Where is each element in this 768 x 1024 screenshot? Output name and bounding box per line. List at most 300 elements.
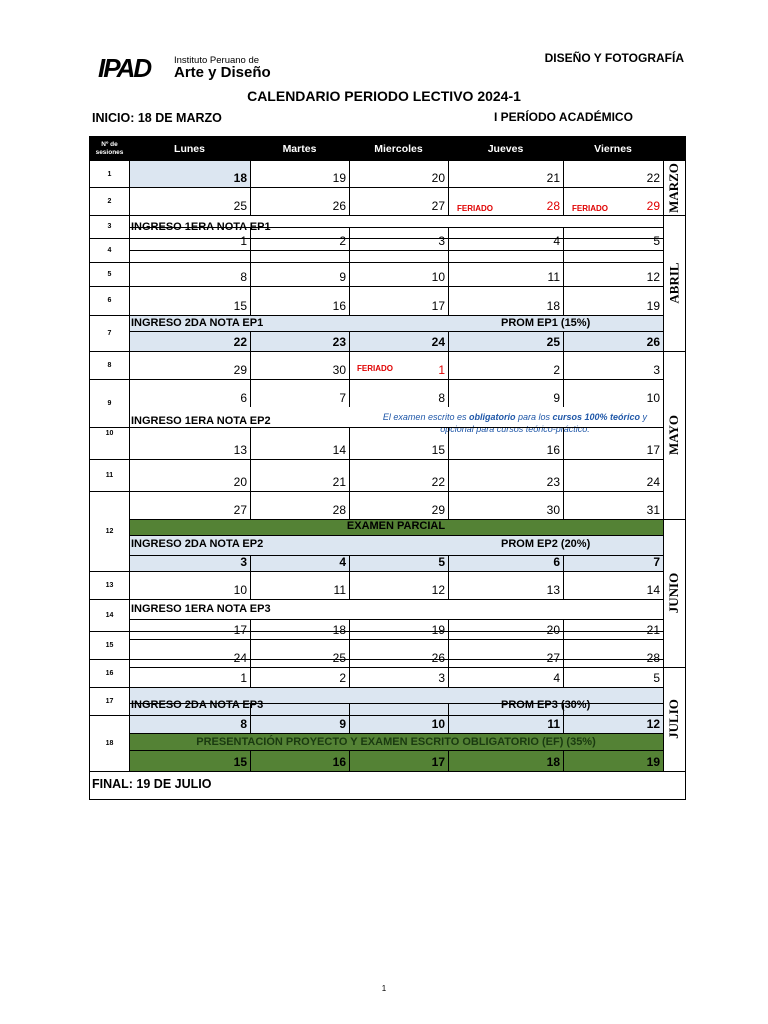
session-divider [90,379,129,380]
col-divider [349,161,350,215]
date-number: 25 [233,199,247,213]
date-number: 5 [653,234,660,248]
date-cell [349,215,448,250]
date-number: 16 [332,299,346,313]
col-divider [563,161,564,215]
col-divider [129,161,130,771]
row-divider [129,459,663,460]
col-divider [563,331,564,407]
date-number: 4 [553,234,560,248]
date-number: 31 [646,503,660,517]
logo-name: Arte y Diseño [174,64,271,81]
table-bottom-divider [90,771,685,772]
band-prom-ep3: PROM EP3 (30%) [501,699,591,711]
date-cell [129,571,250,599]
date-cell [563,750,663,771]
month-label: JULIO [665,699,681,739]
program-name: DISEÑO Y FOTOGRAFÍA [544,51,684,65]
session-number: 17 [105,697,114,705]
date-number: 25 [332,651,346,665]
date-number: 10 [431,270,445,284]
col-divider [563,555,564,599]
date-number: 29 [431,503,445,517]
date-number: 21 [546,171,560,185]
date-number: 18 [233,171,247,185]
date-number: 1 [438,363,445,377]
date-cell [563,161,663,187]
col-divider [448,619,449,687]
date-cell [349,262,448,286]
session-divider [90,659,129,660]
session-divider [90,631,129,632]
date-cell [129,351,250,379]
band-examen-parcial: EXAMEN PARCIAL [346,520,446,532]
session-number: 4 [107,246,112,254]
date-cell [129,715,250,733]
row-divider [129,238,663,239]
date-number: 6 [553,555,560,569]
date-number: 15 [233,299,247,313]
month-label: MARZO [665,163,681,213]
date-number: 28 [546,199,560,213]
date-cell [563,667,663,687]
session-divider [90,315,129,316]
date-number: 21 [332,475,346,489]
col-divider [563,427,564,519]
row-divider [129,659,663,660]
date-cell [349,715,448,733]
row-divider [129,262,663,263]
row-divider [129,491,663,492]
date-cell [129,555,250,571]
date-cell [250,331,349,351]
date-cell [349,187,448,215]
date-number: 9 [339,270,346,284]
start-date: INICIO: 18 DE MARZO [92,111,222,125]
date-cell [250,639,349,667]
date-number: 18 [546,299,560,313]
date-number: 7 [339,391,346,405]
date-cell [448,286,563,315]
row-divider [129,555,663,556]
date-number: 2 [553,363,560,377]
date-number: 3 [438,671,445,685]
day-header-lunes: Lunes [174,143,205,155]
session-column-header: Nº de sesiones [95,141,124,156]
session-number: 3 [107,223,112,230]
col-divider [349,703,350,733]
date-number: 10 [646,391,660,405]
date-number: 22 [233,335,247,349]
date-cell [448,571,563,599]
date-number: 4 [553,671,560,685]
date-number: 28 [332,503,346,517]
col-divider [250,619,251,687]
session-divider [90,238,129,239]
date-number: 2 [339,671,346,685]
date-cell [250,427,349,459]
date-number: 3 [438,234,445,248]
col-divider [563,619,564,687]
row-divider [129,667,663,668]
date-number: 19 [646,299,660,313]
date-number: 11 [547,270,560,284]
date-cell [349,619,448,639]
date-cell [448,379,563,407]
day-header-jueves: Jueves [487,143,524,155]
page-number: 1 [381,984,387,993]
date-number: 17 [431,299,445,313]
date-cell [129,619,250,639]
date-cell [129,379,250,407]
date-number: 23 [332,335,346,349]
col-divider [448,750,449,771]
date-number: 27 [431,199,445,213]
date-number: 24 [233,651,247,665]
date-cell [563,379,663,407]
date-number: 8 [438,391,445,405]
row-divider [129,535,663,536]
session-number: 15 [105,641,114,649]
row-divider [129,631,663,632]
month-label: JUNIO [666,572,682,614]
band-ingreso-1-ep2: INGRESO 1ERA NOTA EP2 [131,415,271,427]
date-cell [349,491,448,519]
date-number: 9 [553,391,560,405]
band-ingreso-1-ep1: INGRESO 1ERA NOTA EP1 [131,221,271,233]
col-divider [250,427,251,519]
session-number: 7 [107,329,112,337]
date-cell [563,331,663,351]
date-cell [563,286,663,315]
row-divider [129,250,663,251]
row-divider [129,519,663,520]
row-divider [129,427,663,428]
date-number: 20 [546,623,560,637]
date-cell [448,491,563,519]
date-number: 26 [646,335,660,349]
logo-subtitle: Instituto Peruano de [174,55,260,66]
date-cell [349,667,448,687]
date-cell [129,639,250,667]
session-number: 13 [105,581,114,589]
date-number: 17 [431,755,445,769]
date-cell [129,491,250,519]
month-label: MAYO [665,415,681,455]
exam-note-part: cursos 100% teórico [552,412,641,422]
date-cell [250,667,349,687]
date-number: 3 [240,555,247,569]
date-cell [563,459,663,491]
col-divider [349,227,350,315]
date-cell [129,667,250,687]
date-number: 29 [646,199,660,213]
month-row-divider [663,351,685,352]
session-divider [90,427,129,428]
session-number: 11 [105,471,114,479]
holiday-label: FERIADO [457,204,493,213]
date-cell [448,351,563,379]
date-number: 17 [646,443,660,457]
col-divider [250,703,251,733]
date-cell [129,427,250,459]
date-cell [250,351,349,379]
date-number: 11 [333,583,346,597]
date-number: 10 [233,583,247,597]
row-divider [129,703,663,704]
row-divider [129,733,663,734]
col-divider [250,331,251,407]
session-divider [90,571,129,572]
date-number: 18 [332,623,346,637]
date-cell [563,715,663,733]
month-row-divider [663,215,685,216]
date-number: 29 [233,363,247,377]
month-divider [663,161,664,771]
institution-logo [98,53,271,83]
date-cell [250,619,349,639]
session-divider [90,491,129,492]
date-cell [563,491,663,519]
session-number: 18 [105,739,114,747]
band-ingreso-2-ep1: INGRESO 2DA NOTA EP1 [131,317,264,329]
date-cell [349,750,448,771]
col-divider [448,427,449,519]
exam-note-part: para los [515,412,553,422]
date-cell [563,639,663,667]
date-number: 27 [546,651,560,665]
session-number: 9 [107,399,112,407]
date-cell [563,571,663,599]
date-number: 20 [233,475,247,489]
row-divider [129,571,663,572]
date-number: 19 [431,623,445,637]
date-cell [250,491,349,519]
date-number: 4 [339,555,346,569]
date-cell [448,667,563,687]
exam-note-line2: opcional para cursos teórico-práctico. [440,424,590,434]
col-divider [563,750,564,771]
session-divider [90,599,129,600]
band-ingreso-2-ep3: INGRESO 2DA NOTA EP3 [131,699,264,711]
date-number: 20 [431,171,445,185]
date-number: 26 [431,651,445,665]
col-divider [448,227,449,315]
session-number: 12 [105,527,114,535]
band-ingreso-2-ep2: INGRESO 2DA NOTA EP2 [131,538,264,550]
day-header-viernes: Viernes [594,143,632,155]
date-number: 24 [431,335,445,349]
date-cell [448,639,563,667]
day-header-miercoles: Miercoles [374,143,423,155]
band-prom-ep1: PROM EP1 (15%) [501,317,591,329]
col-divider [448,331,449,407]
row-divider [129,286,663,287]
col-divider [349,750,350,771]
row-divider [129,687,663,688]
date-number: 2 [339,234,346,248]
date-number: 19 [332,171,346,185]
date-number: 1 [240,671,247,685]
date-cell [563,555,663,571]
date-cell [563,215,663,250]
date-cell [250,750,349,771]
col-divider [349,555,350,599]
col-divider [448,555,449,599]
date-cell [129,286,250,315]
date-number: 12 [646,717,660,731]
date-number: 8 [240,717,247,731]
row-divider [129,379,663,380]
date-cell [448,161,563,187]
col-divider [563,703,564,733]
date-number: 25 [546,335,560,349]
date-cell [448,715,563,733]
month-label: ABRIL [666,262,682,304]
date-number: 1 [240,234,247,248]
row-divider [129,715,663,716]
date-number: 18 [546,755,560,769]
date-cell [349,555,448,571]
date-number: 12 [431,583,445,597]
session-number: 6 [107,297,112,304]
date-number: 11 [547,717,560,731]
date-cell [448,331,563,351]
session-number: 2 [107,197,112,205]
row-divider [129,187,663,188]
col-divider [250,227,251,315]
session-divider [90,459,129,460]
date-cell [563,619,663,639]
date-cell [250,161,349,187]
date-cell [129,262,250,286]
date-cell [129,161,250,187]
exam-note-part: obligatorio [468,412,516,422]
date-cell [250,286,349,315]
date-number: 13 [546,583,560,597]
date-cell [129,187,250,215]
date-cell [349,459,448,491]
session-number: 1 [107,170,112,178]
date-number: 13 [233,443,247,457]
date-number: 22 [646,171,660,185]
row-divider [129,639,663,640]
date-cell [129,331,250,351]
exam-note-part: y [640,412,648,422]
end-date: FINAL: 19 DE JULIO [92,777,212,791]
session-divider [90,262,129,263]
col-divider [250,750,251,771]
row-divider [129,215,663,216]
band-presentacion: PRESENTACIÓN PROYECTO Y EXAMEN ESCRITO OBLIGATORIO (EF) (35%) [196,736,596,748]
date-number: 5 [438,555,445,569]
date-cell [448,459,563,491]
session-number: 8 [107,361,112,369]
date-number: 14 [646,583,660,597]
col-divider [448,161,449,215]
date-number: 8 [240,270,247,284]
date-number: 28 [646,651,660,665]
date-cell [349,161,448,187]
session-divider [90,715,129,716]
exam-note [340,411,690,435]
date-number: 5 [653,671,660,685]
day-header-martes: Martes [282,143,317,155]
date-cell [250,555,349,571]
date-number: 15 [233,755,247,769]
date-cell [563,351,663,379]
date-cell [349,571,448,599]
session-divider [90,687,129,688]
holiday-label: FERIADO [357,364,393,373]
date-number: 27 [233,503,247,517]
date-number: 16 [332,755,346,769]
row-divider [129,619,663,620]
date-cell [448,555,563,571]
exam-note-part: El examen escrito es [382,412,469,422]
date-cell [250,379,349,407]
band-prom-ep2: PROM EP2 (20%) [501,538,591,550]
date-cell [349,286,448,315]
date-number: 23 [546,475,560,489]
col-divider [250,161,251,215]
date-cell [349,639,448,667]
date-cell [448,262,563,286]
session-number: 14 [105,611,114,619]
date-number: 3 [653,363,660,377]
date-cell [129,459,250,491]
date-cell [250,187,349,215]
date-number: 6 [240,391,247,405]
date-number: 30 [546,503,560,517]
date-cell [250,571,349,599]
date-cell [129,750,250,771]
holiday-label: FERIADO [572,204,608,213]
date-number: 10 [431,717,445,731]
date-number: 16 [546,443,560,457]
date-number: 14 [332,443,346,457]
date-number: 24 [646,475,660,489]
date-number: 15 [431,443,445,457]
month-row-divider [663,667,685,668]
row-divider [129,750,663,751]
date-number: 30 [332,363,346,377]
month-row-divider [663,519,685,520]
date-number: 22 [431,475,445,489]
row-divider [129,315,663,316]
col-divider [349,619,350,687]
col-divider [448,703,449,733]
band-ingreso-1-ep3: INGRESO 1ERA NOTA EP3 [131,603,271,615]
date-cell [250,715,349,733]
date-number: 17 [233,623,247,637]
session-divider [90,187,129,188]
date-cell [349,379,448,407]
date-cell [448,750,563,771]
date-cell [250,459,349,491]
date-cell [448,215,563,250]
date-number: 19 [646,755,660,769]
row-divider [129,227,663,228]
session-divider [90,215,129,216]
logo-mark: IPAD [98,53,151,83]
date-cell [250,262,349,286]
date-cell [448,619,563,639]
date-number: 12 [646,270,660,284]
row-divider [129,599,663,600]
session-divider [90,351,129,352]
session-divider [90,286,129,287]
